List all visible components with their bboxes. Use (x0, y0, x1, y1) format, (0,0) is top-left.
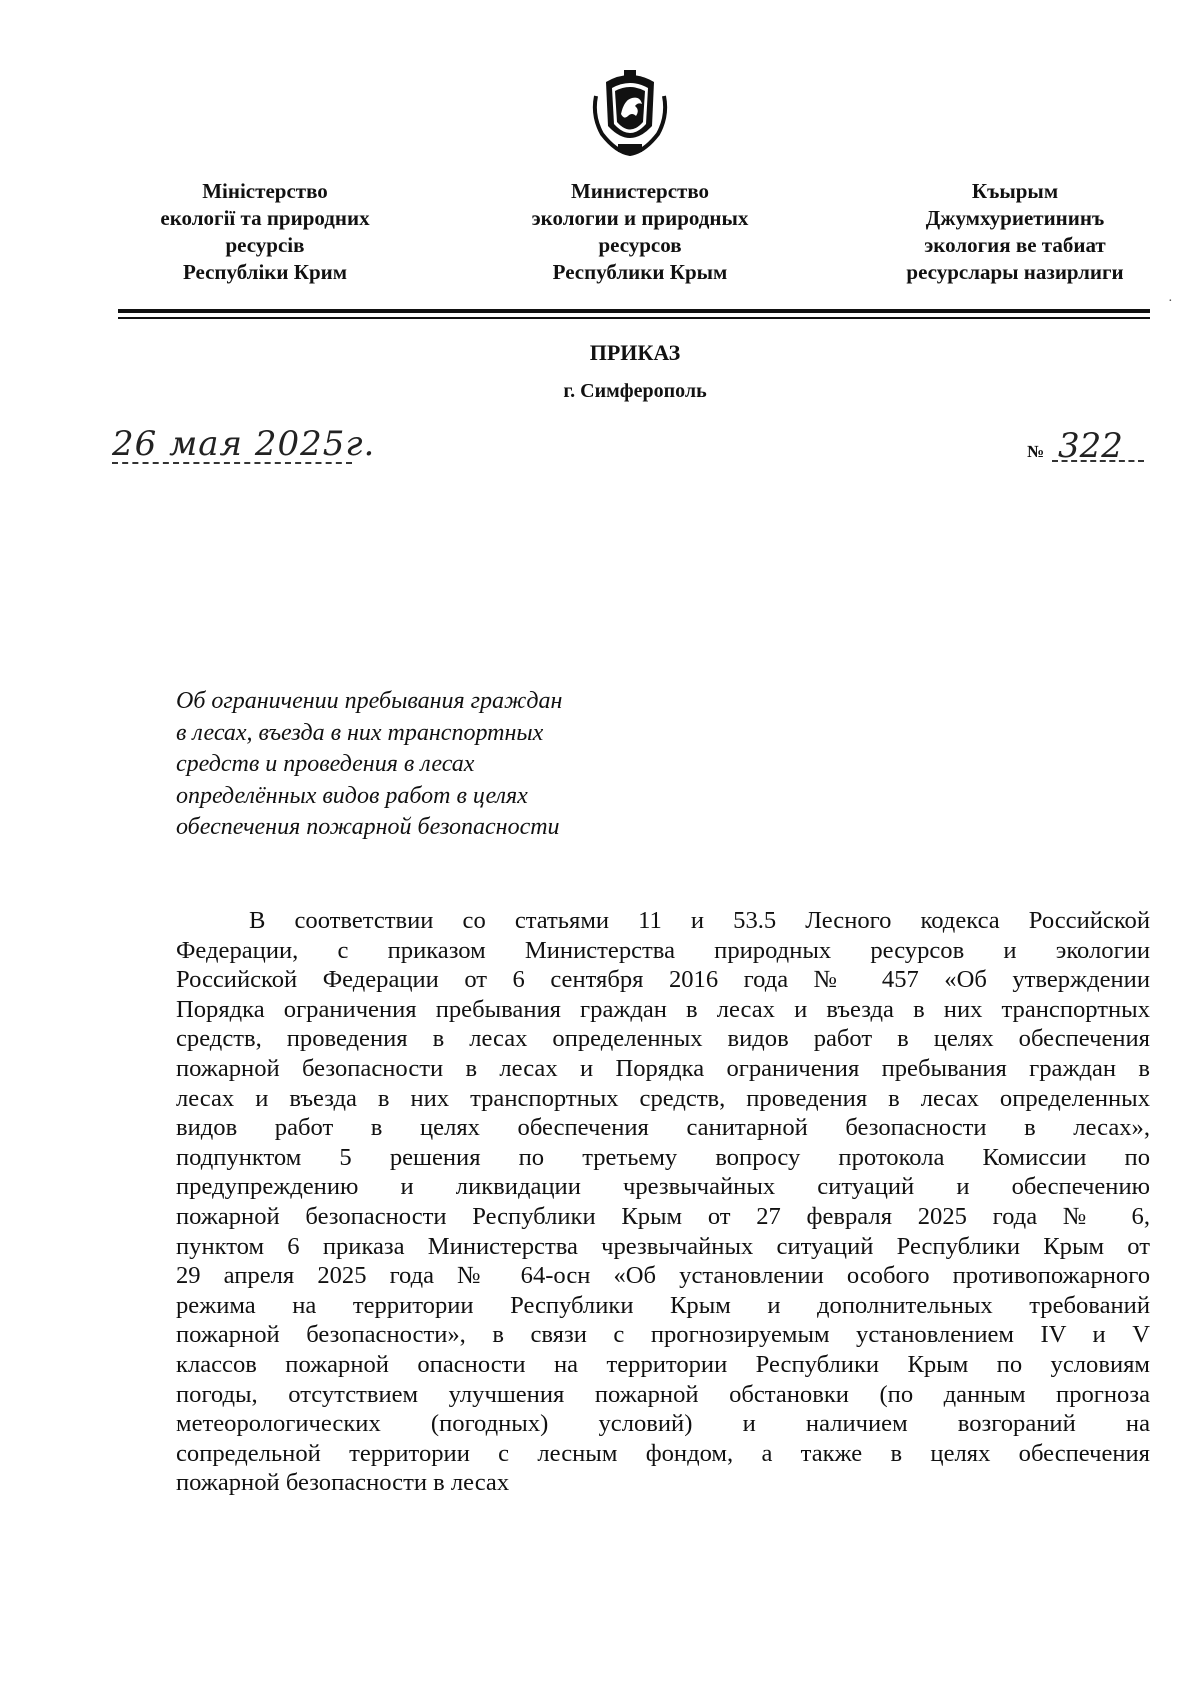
header-divider-thick (118, 309, 1150, 313)
body-line: пожарной безопасности в лесах (176, 1469, 510, 1497)
subject-line: обеспечения пожарной безопасности (176, 814, 560, 840)
handwritten-number: 322 (1058, 426, 1123, 466)
body-line: режима на территории Республики Крым и дополнительных требований (176, 1291, 1150, 1319)
header-line: Республіки Крим (182, 260, 348, 284)
number-label: № (1027, 442, 1045, 461)
body-line: видов работ в целях обеспечения санитарной безопасности в лесах», (176, 1114, 1150, 1142)
header-line: ресурсів (225, 233, 305, 257)
handwritten-date: 26 мая 2025г. (112, 424, 376, 464)
body-line: погоды, отсутствием улучшения пожарной обстановки (по данным прогноза (176, 1380, 1150, 1408)
ministry-name-ukrainian (120, 178, 410, 286)
body-line: сопредельной территории с лесным фондом, а также в целях обеспечения (176, 1439, 1150, 1467)
subject-line: Об ограничении пребывания граждан (176, 688, 563, 714)
document-city: г. Симферополь (563, 380, 707, 402)
body-line: Российской Федерации от 6 сентября 2016 года № 457 «Об утверждении (176, 966, 1150, 994)
body-line: пожарной безопасности Республики Крым от 27 февраля 2025 года № 6, (176, 1202, 1150, 1230)
document-type: ПРИКАЗ (589, 340, 681, 365)
body-line: предупреждению и ликвидации чрезвычайных ситуаций и обеспечению (176, 1173, 1150, 1201)
header-line: Къырым (971, 179, 1059, 203)
body-line: пожарной безопасности», в связи с прогнозируемым установлением IV и V (176, 1321, 1150, 1349)
header-line: экологии и природных (531, 206, 749, 230)
scan-speck: · (1168, 294, 1173, 309)
ministry-name-crimean-tatar (865, 178, 1165, 286)
body-line: метеорологических (погодных) условий) и наличием возгораний на (176, 1410, 1150, 1438)
body-line: В соответствии со статьями 11 и 53.5 Лесного кодекса Российской (249, 907, 1150, 934)
header-divider-thin (118, 317, 1150, 319)
subject-line: определённых видов работ в целях (176, 782, 528, 809)
body-line: средств, проведения в лесах определенных видов работ в целях обеспечения (176, 1025, 1150, 1053)
body-line: Федерации, с приказом Министерства природных ресурсов и экологии (176, 936, 1150, 964)
body-line: лесах и въезда в них транспортных средств, проведения в лесах определенных (176, 1084, 1150, 1112)
body-line: 29 апреля 2025 года № 64-осн «Об установлении особого противопожарного (176, 1262, 1150, 1290)
body-line: классов пожарной опасности на территории Республики Крым по условиям (176, 1350, 1150, 1378)
body-line: Порядка ограничения пребывания граждан в лесах и въезда в них транспортных (176, 995, 1150, 1023)
header-line: ресурсов (598, 233, 682, 257)
header-line: Джумхуриетининъ (925, 206, 1105, 230)
ministry-name-russian (490, 178, 790, 286)
header-line: ресурслары назирлиги (906, 260, 1124, 284)
body-line: пожарной безопасности в лесах и Порядка ограничения пребывания граждан в (176, 1054, 1150, 1082)
order-subject (176, 686, 696, 844)
header-line: Министерство (570, 179, 710, 203)
header-line: экология ве табиат (924, 233, 1106, 257)
subject-line: в лесах, въезда в них транспортных (176, 719, 544, 746)
header-line: Республики Крым (552, 260, 728, 284)
order-body-paragraph (176, 906, 1150, 1498)
header-line: Міністерство (202, 179, 328, 203)
subject-line: средств и проведения в лесах (176, 751, 475, 777)
body-line: пунктом 6 приказа Министерства чрезвычайных ситуаций Республики Крым от (176, 1232, 1150, 1260)
body-line: подпунктом 5 решения по третьему вопросу протокола Комиссии по (176, 1143, 1150, 1171)
header-line: екології та природних (160, 206, 370, 230)
coat-of-arms-emblem (588, 66, 672, 156)
